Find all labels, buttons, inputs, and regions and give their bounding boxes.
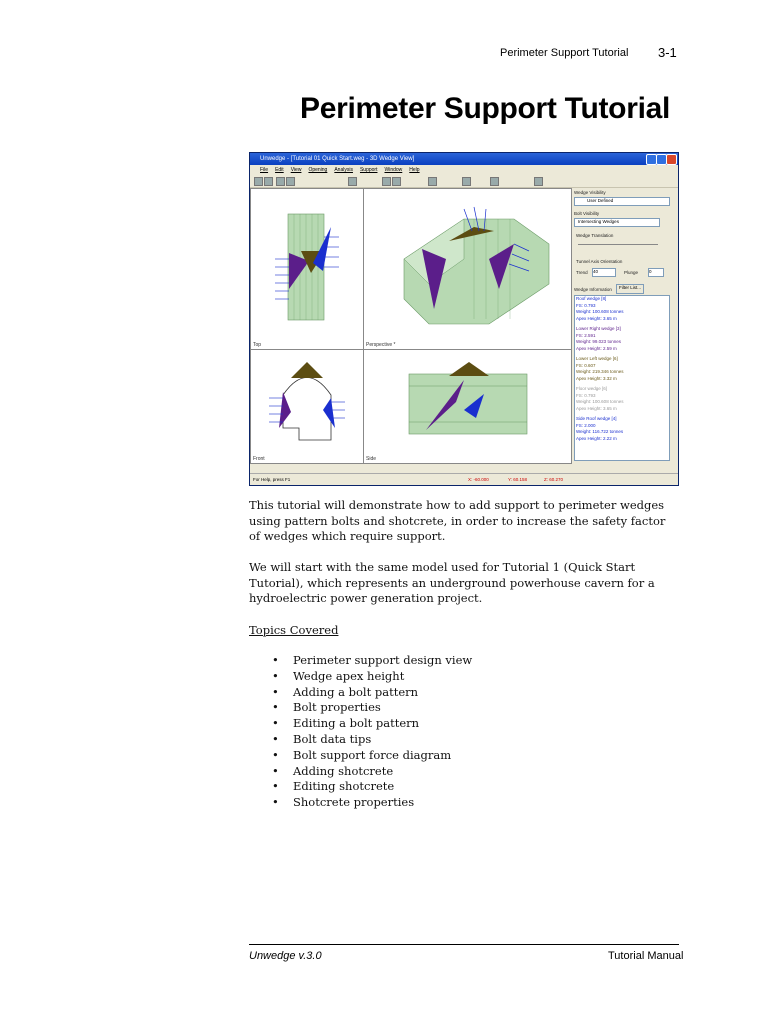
topic-item: [272, 748, 472, 764]
bolt-visibility-label: Bolt Visibility: [574, 211, 600, 216]
zoom-in-icon: [382, 177, 391, 186]
wedge-visibility-label: Wedge Visibility: [574, 190, 606, 195]
wedge-info-line: Weight: 100.608 tonnes: [576, 399, 624, 404]
bullet-icon: •: [272, 684, 279, 699]
wedge-info-line: Roof wedge [8]: [576, 296, 607, 301]
side-view: [363, 349, 572, 464]
plunge-label: Plunge: [624, 270, 639, 275]
trend-value: 40: [593, 269, 599, 274]
model-paragraph: We will start with the same model used for Tutorial 1 (Quick Start Tutorial), which represents an underground powerhouse cavern for a hydroelectric power generation project.: [249, 560, 655, 605]
bullet-icon: •: [272, 731, 279, 746]
running-header-title: Perimeter Support Tutorial: [500, 47, 629, 59]
plunge-input: [648, 268, 664, 277]
perspective-view: [363, 188, 572, 350]
wedge-visibility-value: User Defined: [587, 198, 614, 203]
rotate-icon: [428, 177, 437, 186]
print-icon: [286, 177, 295, 186]
wedge-info-line: Apex Height: 2.22 m: [576, 435, 617, 441]
menu-help: Help: [409, 167, 420, 173]
topic-text: Bolt data tips: [293, 731, 372, 746]
wedge-info-line: Lower Right wedge [3]: [576, 326, 621, 331]
intro-paragraph: This tutorial will demonstrate how to add support to perimeter wedges using pattern bolts and shotcrete, in order to increase the safety factor of wedges which require support.: [249, 498, 666, 543]
trend-input: [592, 268, 616, 277]
close-icon: [666, 154, 677, 165]
bolt-icon: [462, 177, 471, 186]
wedge-info-line: FS: 0.607: [576, 362, 596, 368]
menu-window: Window: [384, 167, 403, 173]
zoom-icon: [348, 177, 357, 186]
side-view-label: Side: [366, 456, 377, 462]
topic-text: Perimeter support design view: [293, 653, 473, 667]
menu-edit: Edit: [275, 167, 284, 173]
perspective-view-label: Perspective *: [366, 342, 396, 348]
wedge-info-line: Apex Height: 3.65 m: [576, 315, 617, 321]
perspective-drawing: [364, 189, 571, 349]
side-view-drawing: [364, 350, 571, 463]
top-view: [250, 188, 364, 350]
status-help: For Help, press F1: [253, 477, 291, 482]
topic-item: [272, 716, 472, 732]
bolt-visibility-select: [574, 218, 660, 227]
wedge-translation-label: Wedge Translation: [576, 233, 614, 238]
front-view: [250, 349, 364, 464]
wedge-info-line: Weight: 100.608 tonnes: [576, 309, 624, 314]
wedge-info-line: Lower Left wedge [6]: [576, 356, 618, 361]
topic-item: [272, 795, 472, 811]
topic-item: [272, 764, 472, 780]
topic-item: [272, 653, 472, 669]
front-view-label: Front: [253, 456, 265, 462]
menu-view: View: [290, 167, 302, 173]
status-x: X: -60.000: [468, 477, 489, 482]
wedge-info-label: Wedge Information: [574, 287, 612, 292]
wedge-info-line: Apex Height: 3.32 m: [576, 375, 617, 381]
topic-item: [272, 779, 472, 795]
bullet-icon: •: [272, 700, 279, 715]
save-icon: [276, 177, 285, 186]
menu-analysis: Analysis: [334, 167, 353, 173]
plunge-value: 0: [649, 269, 652, 274]
wedge-info-line: Apex Height: 2.59 m: [576, 345, 617, 351]
status-bar: [250, 473, 678, 485]
filter-list-button: [616, 284, 644, 294]
translation-slider: [578, 244, 658, 245]
front-view-drawing: [251, 350, 363, 463]
filter-list-label: Filter List...: [618, 285, 641, 290]
sidebar-panel: [572, 187, 676, 462]
topic-text: Editing a bolt pattern: [293, 716, 420, 731]
page-title: Perimeter Support Tutorial: [300, 92, 671, 125]
window-titlebar: [250, 153, 678, 165]
footer-manual: Tutorial Manual: [608, 950, 684, 962]
top-view-label: Top: [253, 342, 262, 348]
footer-rule: [249, 944, 679, 945]
wedge-info-line: Apex Height: 3.65 m: [576, 405, 617, 411]
topic-text: Bolt support force diagram: [293, 747, 452, 762]
wedge-info-line: Floor wedge [6]: [576, 386, 608, 391]
open-icon: [264, 177, 273, 186]
topic-item: [272, 732, 472, 748]
menu-bar: [250, 165, 678, 175]
menu-opening: Opening: [308, 167, 328, 173]
wedge-info-list: [574, 295, 670, 461]
bullet-icon: •: [272, 716, 279, 731]
topic-text: Bolt properties: [293, 700, 381, 715]
wedge-visibility-select: [574, 197, 670, 206]
menu-support: Support: [359, 167, 378, 173]
footer-version: Unwedge v.3.0: [249, 950, 322, 962]
bullet-icon: •: [272, 779, 279, 794]
topic-text: Shotcrete properties: [293, 795, 415, 810]
menu-file: File: [260, 167, 269, 173]
topics-list: [272, 653, 472, 811]
bullet-icon: •: [272, 653, 279, 667]
topic-item: [272, 669, 472, 685]
topic-text: Editing shotcrete: [293, 779, 395, 794]
wedge-info-line: Weight: 219.346 tonnes: [576, 369, 624, 374]
wedge-info-line: Weight: 116.722 tonnes: [576, 429, 624, 434]
wedge-info-line: FS: 2.591: [576, 332, 596, 338]
topics-heading: Topics Covered: [249, 623, 339, 637]
wedge-info-line: Side Roof wedge [4]: [576, 416, 617, 421]
info-icon: [534, 177, 543, 186]
zoom-out-icon: [392, 177, 401, 186]
topic-text: Adding a bolt pattern: [293, 684, 419, 699]
page-number: 3-1: [658, 45, 677, 60]
new-icon: [254, 177, 263, 186]
wedge-info-line: FS: 2.000: [576, 422, 596, 428]
bullet-icon: •: [272, 795, 279, 810]
bullet-icon: •: [272, 763, 279, 778]
topic-item: [272, 685, 472, 701]
topic-text: Wedge apex height: [293, 668, 405, 683]
unwedge-screenshot: [249, 152, 679, 486]
window-title: Unwedge - [Tutorial 01 Quick Start.weg - 3D Wedge View]: [260, 156, 415, 162]
wedge-info-line: Weight: 99.023 tonnes: [576, 339, 621, 344]
topic-item: [272, 700, 472, 716]
status-y: Y: 60.158: [508, 477, 528, 482]
trend-label: Trend: [576, 270, 588, 275]
wedge-info-line: FS: 0.793: [576, 302, 596, 308]
bullet-icon: •: [272, 747, 279, 762]
bullet-icon: •: [272, 668, 279, 683]
top-view-drawing: [251, 189, 363, 349]
tunnel-axis-label: Tunnel Axis Orientation: [576, 259, 623, 264]
status-z: Z: 60.270: [544, 477, 564, 482]
wedge-info-line: FS: 0.793: [576, 392, 596, 398]
shotcrete-icon: [490, 177, 499, 186]
bolt-visibility-value: Intersecting Wedges: [578, 219, 619, 224]
topic-text: Adding shotcrete: [293, 763, 394, 778]
